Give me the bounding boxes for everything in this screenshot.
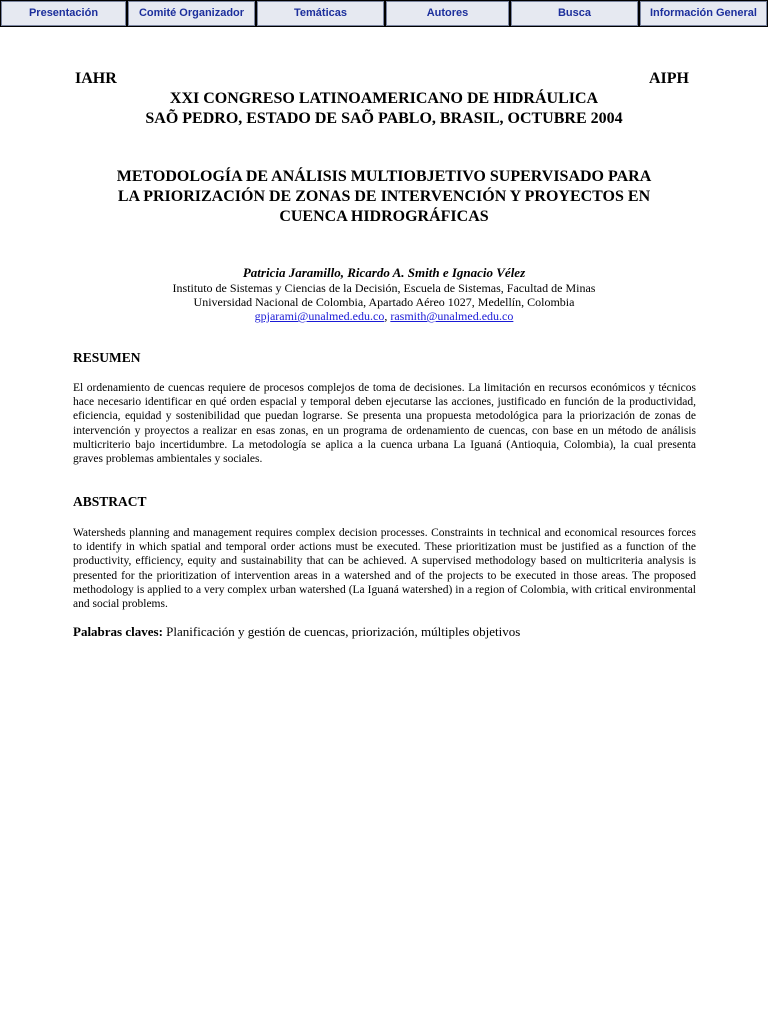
resumen-body: El ordenamiento de cuencas requiere de procesos complejos de toma de decisiones. La limitación en recursos económicos y técnicos hace necesario identificar en qué orden espacial y temporal deben ejecutarse las acciones, justificado en función de la productividad, eficiencia, equidad y sostenibilidad que puedan lograrse. Se presenta una propuesta metodológica para la priorización de zonas de intervención y proyectos a realizar en esas zonas, en un programa de ordenamiento de cuencas, con base en un método de análisis multicriterio bajo incertidumbre. La metodología se aplica a la cuenca urbana La Iguaná (Antioquia, Colombia), la cual presenta graves problemas ambientales y sociales. [73, 382, 696, 466]
abstract-body: Watersheds planning and management requires complex decision processes. Constraints in technical and economical resources forces to identify in which spatial and temporal order actions must be executed. These prioritization must be justified as a function of the productivity, efficiency, equity and sustainability that can be achieved. A supervised methodology based on multicriteria analysis is presented for the prioritization of intervention areas in a watershed and of the projects to be executed in those areas. The proposed methodology is applied to a very complex urban watershed (La Iguaná watershed) in a region of Colombia, with critical environmental and social problems. [73, 527, 696, 611]
top-nav-bar [0, 0, 768, 27]
nav-informacion-general-button[interactable]: Información General [640, 1, 767, 26]
abstract-heading: ABSTRACT [73, 494, 147, 509]
congress-name: XXI CONGRESO LATINOAMERICANO DE HIDRÁULICA [169, 90, 599, 107]
keywords-label: Palabras claves: [73, 624, 163, 639]
nav-presentacion-button[interactable]: Presentación [1, 1, 126, 26]
header-iahr: IAHR [75, 70, 117, 87]
paper-title-line-3: CUENCA HIDROGRÁFICAS [279, 208, 489, 225]
nav-autores-button[interactable]: Autores [386, 1, 509, 26]
congress-location: SAÕ PEDRO, ESTADO DE SAÕ PABLO, BRASIL, OCTUBRE 2004 [145, 110, 623, 127]
paper-authors: Patricia Jaramillo, Ricardo A. Smith e Ignacio Vélez [242, 265, 526, 280]
keywords-line [73, 624, 696, 640]
header-aiph: AIPH [649, 70, 689, 87]
paper-title-line-2: LA PRIORIZACIÓN DE ZONAS DE INTERVENCIÓN Y PROYECTOS EN [117, 188, 651, 205]
resumen-heading: RESUMEN [73, 350, 141, 365]
affiliation-institute: Instituto de Sistemas y Ciencias de la Decisión, Escuela de Sistemas, Facultad de Minas [172, 281, 596, 295]
email-link-smith[interactable]: rasmith@unalmed.edu.co [390, 309, 514, 323]
keywords-text: Planificación y gestión de cuencas, priorización, múltiples objetivos [162, 624, 521, 639]
affiliation-university: Universidad Nacional de Colombia, Apartado Aéreo 1027, Medellín, Colombia [193, 295, 575, 309]
nav-busca-button[interactable]: Busca [511, 1, 638, 26]
nav-tematicas-button[interactable]: Temáticas [257, 1, 384, 26]
affiliation-emails [0, 309, 768, 323]
email-link-jaramillo[interactable]: gpjarami@unalmed.edu.co [254, 309, 385, 323]
nav-comite-organizador-button[interactable]: Comité Organizador [128, 1, 255, 26]
email-separator: , [384, 309, 391, 323]
paper-title-line-1: METODOLOGÍA DE ANÁLISIS MULTIOBJETIVO SUPERVISADO PARA [116, 168, 652, 185]
